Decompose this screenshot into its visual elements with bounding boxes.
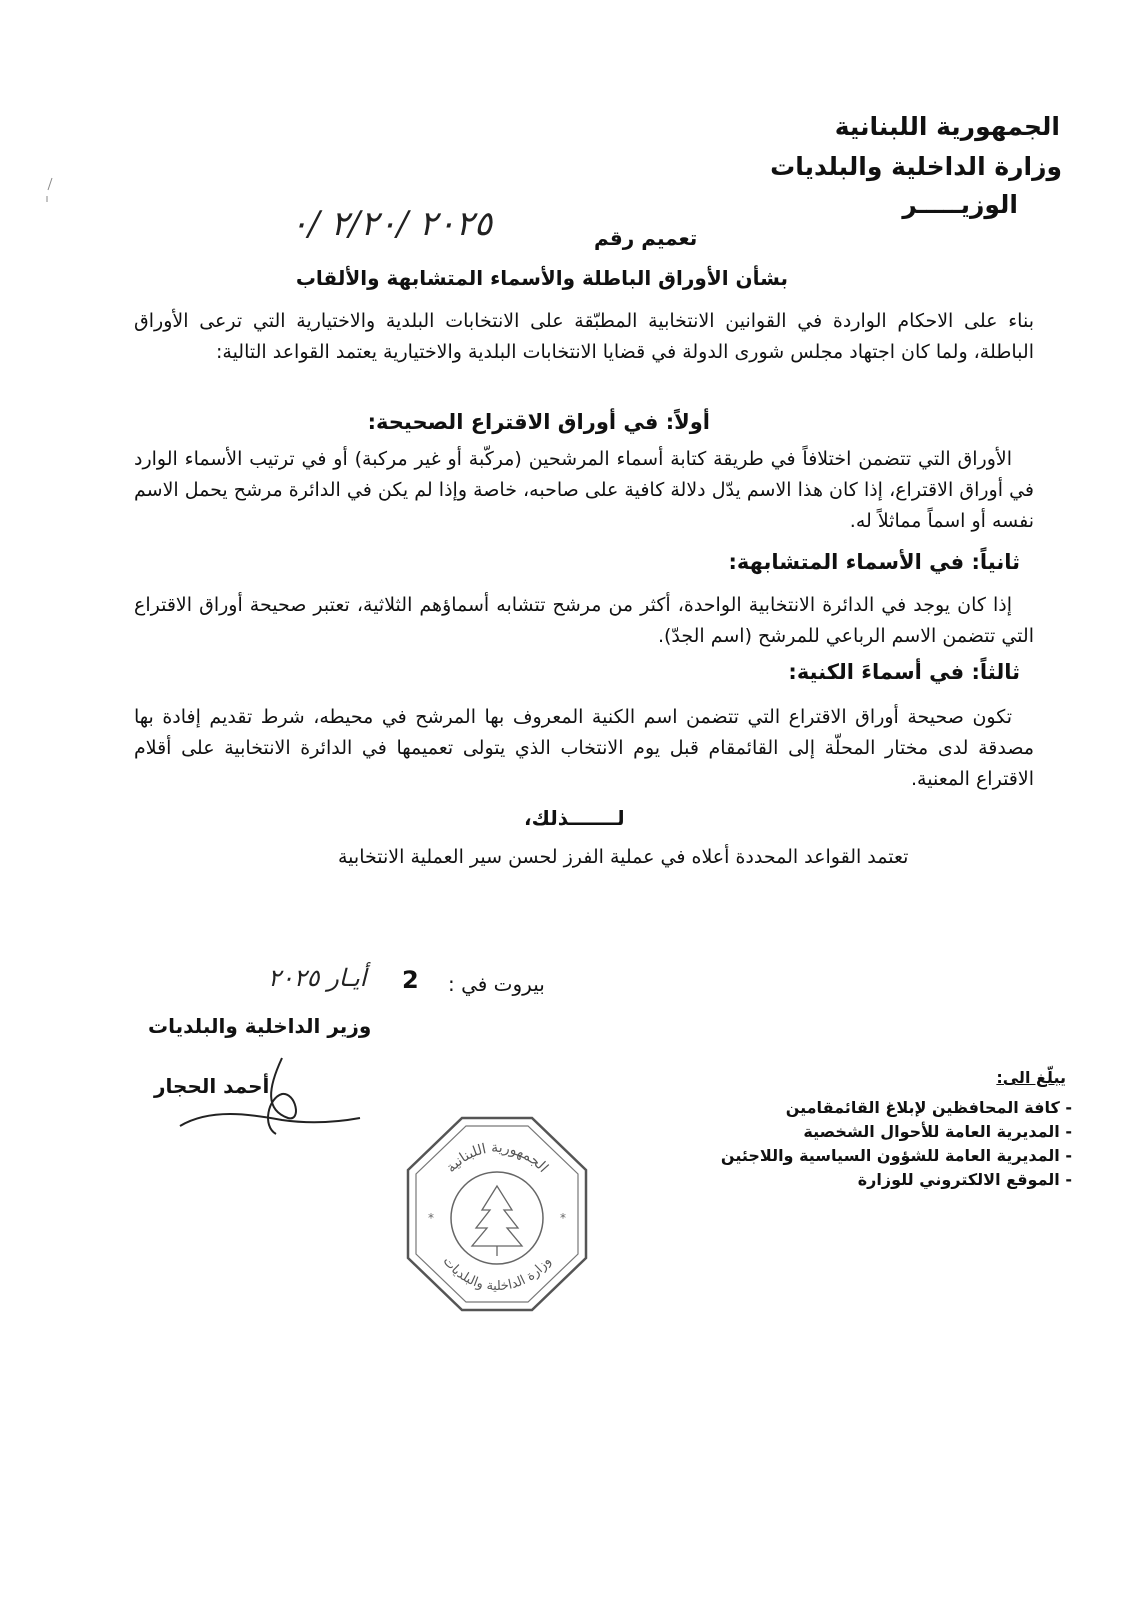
section-2-body: إذا كان يوجد في الدائرة الانتخابية الواحدة، أكثر من مرشح تتشابه أسماؤهم الثلاثية، تعتبر صحيحة أوراق الاقتراع التي تتضمن الاسم الرباعي للمرشح (اسم الجدّ). — [134, 594, 1034, 647]
circular-number: ٢٠٢٥ /٢/٢٠ /٠ — [290, 204, 493, 244]
cedar-icon — [472, 1186, 522, 1256]
list-item: - المديرية العامة للشؤون السياسية واللاجئين — [720, 1146, 1072, 1165]
section-1-title: أولاً: في أوراق الاقتراع الصحيحة: — [367, 410, 710, 434]
intro-paragraph: بناء على الاحكام الواردة في القوانين الانتخابية المطبّقة على الانتخابات البلدية والاختيارية التي ترعى الأوراق الباطلة، ولما كان اجتهاد مجلس شورى الدولة في قضايا الانتخابات البلدية والاختيارية يعتمد القواعد التالية: — [134, 310, 1034, 363]
minister-heading: الوزيـــــر — [902, 190, 1018, 219]
republic-heading: الجمهورية اللبنانية — [834, 112, 1060, 141]
list-item: - الموقع الالكتروني للوزارة — [857, 1170, 1072, 1189]
handwritten-signature — [170, 1048, 370, 1138]
conclusion-heading: لـــــــذلك، — [524, 806, 625, 830]
section-2-title: ثانياً: في الأسماء المتشابهة: — [728, 550, 1020, 574]
date-month-year: أيـار ٢٠٢٥ — [268, 964, 367, 992]
section-1-body: الأوراق التي تتضمن اختلافاً في طريقة كتابة أسماء المرشحين (مركّبة أو غير مركبة) أو في ترتيب الأسماء الوارد في أوراق الاقتراع، إذا كان هذا الاسم يدّل دلالة كافية على صاحبه، خاصة وإذا لم يكن في الدائرة مرشح يحمل الاسم نفسه أو اسماً مماثلاً له. — [134, 448, 1034, 532]
official-seal — [402, 1114, 592, 1314]
subject-line: بشأن الأوراق الباطلة والأسماء المتشابهة والألقاب — [295, 266, 788, 290]
date-day: 2 — [402, 966, 419, 994]
section-3-title: ثالثاً: في أسماءَ الكنية: — [788, 660, 1020, 684]
ministry-heading: وزارة الداخلية والبلديات — [770, 152, 1062, 181]
seal-top-text: الجمهورية اللبنانية — [443, 1139, 552, 1176]
seal-star-icon: * — [560, 1211, 566, 1225]
signature-name: أحمد الحجار — [154, 1074, 270, 1098]
seal-bottom-text: وزارة الداخلية والبلديات — [439, 1254, 555, 1295]
section-3-body: تكون صحيحة أوراق الاقتراع التي تتضمن اسم الكنية المعروف بها المرشح في محيطه، شرط تقديم إفادة بها مصدقة لدى مختار المحلّة إلى القائمقام قبل يوم الانتخاب الذي يتولى تعميمها في الدائرة الانتخابية على أقلام الاقتراع المعنية. — [134, 706, 1034, 790]
signature-title: وزير الداخلية والبلديات — [148, 1014, 372, 1038]
distribution-list — [721, 1096, 1072, 1192]
list-item: - كافة المحافظين لإبلاغ القائمقامين — [785, 1098, 1072, 1117]
date-label: بيروت في : — [448, 972, 545, 996]
list-item: - المديرية العامة للأحوال الشخصية — [803, 1122, 1072, 1141]
conclusion-text: تعتمد القواعد المحددة أعلاه في عملية الفرز لحسن سير العملية الانتخابية — [338, 846, 909, 868]
distribution-heading: يبلّغ الى: — [996, 1068, 1066, 1087]
svg-text:الجمهورية اللبنانية — [443, 1140, 551, 1176]
circular-label: تعميم رقم — [594, 226, 698, 250]
scan-mark — [44, 176, 54, 206]
svg-text:وزارة الداخلية والبلديات — [440, 1254, 555, 1294]
seal-star-icon: * — [428, 1211, 434, 1225]
